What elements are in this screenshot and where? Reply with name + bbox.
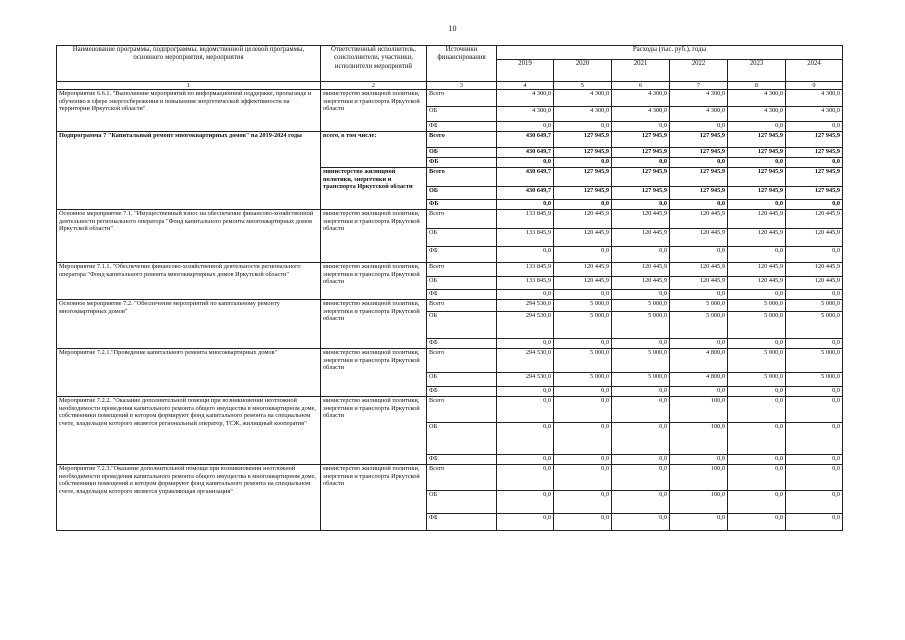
value-cell: 0,0 (670, 158, 728, 168)
responsible-cell: министерство жилищной политики, энергетики и транспорта Иркутской области (321, 349, 427, 397)
value-cell: 0,0 (612, 290, 670, 300)
value-cell: 120 445,9 (670, 229, 728, 247)
source-cell: ФБ (427, 339, 497, 349)
value-cell: 0,0 (728, 455, 786, 465)
table-row (57, 90, 843, 107)
value-cell: 120 445,9 (612, 263, 670, 277)
value-cell: 0,0 (612, 247, 670, 263)
value-cell: 0,0 (554, 465, 612, 491)
value-cell: 0,0 (497, 455, 554, 465)
value-cell: 127 945,9 (554, 168, 612, 187)
source-cell: ОБ (427, 312, 497, 339)
value-cell: 4 300,0 (612, 107, 670, 122)
header-year: 2022 (670, 60, 728, 82)
value-cell: 0,0 (786, 200, 843, 210)
value-cell: 120 445,9 (728, 229, 786, 247)
value-cell: 294 530,0 (497, 312, 554, 339)
header-expenses: Расходы (тыс. руб.), годы (497, 46, 843, 60)
value-cell: 0,0 (612, 387, 670, 397)
value-cell: 0,0 (786, 339, 843, 349)
value-cell: 0,0 (786, 247, 843, 263)
value-cell: 127 945,9 (786, 132, 843, 148)
value-cell: 5 000,0 (554, 312, 612, 339)
value-cell: 0,0 (554, 200, 612, 210)
source-cell: ОБ (427, 107, 497, 122)
activity-title: Мероприятие 7.2.1."Проведение капитального ремонта многоквартирных домов" (57, 349, 321, 397)
value-cell: 0,0 (612, 339, 670, 349)
activity-title: Мероприятие 7.2.3."Оказание дополнительной помощи при возникновении неотложной необходимости проведения капитального ремонта общего имущества в многоквартирном доме, собственники помещений в котором формируют фонд капитального ремонта на специальном счете, владельцем которого является управляющая организация" (57, 465, 321, 531)
source-cell: ОБ (427, 187, 497, 200)
value-cell: 120 445,9 (554, 263, 612, 277)
value-cell: 0,0 (554, 455, 612, 465)
value-cell: 120 445,9 (554, 229, 612, 247)
value-cell: 0,0 (554, 158, 612, 168)
responsible-cell: министерство жилищной политики, энергетики и транспорта Иркутской области (321, 263, 427, 300)
value-cell: 0,0 (554, 397, 612, 423)
header-program: Наименование программы, подпрограммы, ведомственной целевой программы, основного мероприятия, мероприятия (57, 46, 321, 82)
value-cell: 0,0 (728, 339, 786, 349)
column-number: 4 (497, 82, 554, 90)
value-cell: 430 649,7 (497, 132, 554, 148)
value-cell: 127 945,9 (786, 168, 843, 187)
value-cell: 0,0 (497, 290, 554, 300)
column-number: 6 (612, 82, 670, 90)
value-cell: 0,0 (670, 122, 728, 132)
value-cell: 4 300,0 (497, 107, 554, 122)
subprogram-title: Подпрограмма 7 "Капитальный ремонт многоквартирных домов" на 2019-2024 годы (57, 132, 321, 210)
table-row (57, 210, 843, 229)
value-cell: 0,0 (670, 339, 728, 349)
column-number: 2 (321, 82, 427, 90)
source-cell: ОБ (427, 423, 497, 455)
value-cell: 0,0 (786, 491, 843, 514)
source-cell: Всего (427, 132, 497, 148)
value-cell: 0,0 (554, 491, 612, 514)
value-cell: 127 945,9 (670, 148, 728, 158)
source-cell: Всего (427, 397, 497, 423)
value-cell: 127 945,9 (728, 168, 786, 187)
value-cell: 294 530,0 (497, 349, 554, 373)
value-cell: 0,0 (554, 339, 612, 349)
value-cell: 0,0 (554, 514, 612, 531)
value-cell: 4 300,0 (670, 90, 728, 107)
value-cell: 5 000,0 (554, 373, 612, 387)
value-cell: 4 300,0 (670, 107, 728, 122)
value-cell: 0,0 (497, 491, 554, 514)
value-cell: 0,0 (786, 465, 843, 491)
value-cell: 0,0 (554, 423, 612, 455)
value-cell: 5 000,0 (612, 300, 670, 312)
value-cell: 127 945,9 (728, 187, 786, 200)
header-year: 2024 (786, 60, 843, 82)
value-cell: 0,0 (612, 455, 670, 465)
value-cell: 0,0 (728, 491, 786, 514)
value-cell: 120 445,9 (670, 210, 728, 229)
value-cell: 4 300,0 (728, 107, 786, 122)
source-cell: ОБ (427, 148, 497, 158)
value-cell: 0,0 (554, 290, 612, 300)
value-cell: 127 945,9 (554, 132, 612, 148)
value-cell: 4 300,0 (497, 90, 554, 107)
value-cell: 0,0 (786, 514, 843, 531)
value-cell: 0,0 (728, 514, 786, 531)
header-source: Источники финансирования (427, 46, 497, 82)
responsible-cell: министерство жилищной политики, энергетики и транспорта Иркутской области (321, 465, 427, 531)
value-cell: 0,0 (497, 387, 554, 397)
value-cell: 0,0 (612, 200, 670, 210)
value-cell: 5 000,0 (612, 349, 670, 373)
activity-title: Мероприятие 6.6.1. "Выполнение мероприятий по информационной поддержке, пропаганде и обучению в сфере энергосбережения и повышения энергетической эффективности на территории Иркутской области" (57, 90, 321, 132)
value-cell: 120 445,9 (612, 277, 670, 290)
source-cell: Всего (427, 465, 497, 491)
value-cell: 120 445,9 (554, 277, 612, 290)
value-cell: 0,0 (612, 122, 670, 132)
source-cell: ФБ (427, 455, 497, 465)
value-cell: 0,0 (612, 397, 670, 423)
value-cell: 294 530,0 (497, 300, 554, 312)
value-cell: 0,0 (497, 247, 554, 263)
value-cell: 100,0 (670, 397, 728, 423)
header-year: 2021 (612, 60, 670, 82)
source-cell: ОБ (427, 229, 497, 247)
column-number: 8 (728, 82, 786, 90)
value-cell: 4 800,0 (670, 349, 728, 373)
value-cell: 0,0 (670, 514, 728, 531)
responsible-cell: министерство жилищной политики, энергетики и транспорта Иркутской области (321, 210, 427, 263)
value-cell: 5 000,0 (728, 349, 786, 373)
source-cell: ФБ (427, 247, 497, 263)
value-cell: 5 000,0 (786, 312, 843, 339)
value-cell: 5 000,0 (670, 300, 728, 312)
table-row (57, 349, 843, 373)
value-cell: 0,0 (728, 290, 786, 300)
responsible-cell: всего, в том числе: (321, 132, 427, 168)
value-cell: 4 800,0 (670, 373, 728, 387)
header-responsible: Ответственный исполнитель, соисполнители, участники, исполнители мероприятий (321, 46, 427, 82)
responsible-cell: министерство жилищной политики, энергетики и транспорта Иркутской области (321, 90, 427, 132)
value-cell: 0,0 (497, 423, 554, 455)
value-cell: 127 945,9 (670, 168, 728, 187)
value-cell: 4 300,0 (554, 90, 612, 107)
value-cell: 5 000,0 (728, 300, 786, 312)
source-cell: Всего (427, 210, 497, 229)
value-cell: 0,0 (786, 290, 843, 300)
source-cell: ФБ (427, 158, 497, 168)
value-cell: 127 945,9 (728, 148, 786, 158)
value-cell: 0,0 (786, 397, 843, 423)
value-cell: 0,0 (786, 423, 843, 455)
source-cell: Всего (427, 168, 497, 187)
table-row (57, 132, 843, 148)
value-cell: 120 445,9 (670, 277, 728, 290)
column-numbering-row (57, 82, 843, 90)
value-cell: 0,0 (728, 158, 786, 168)
value-cell: 5 000,0 (786, 373, 843, 387)
value-cell: 0,0 (497, 158, 554, 168)
value-cell: 4 300,0 (554, 107, 612, 122)
header-year: 2019 (497, 60, 554, 82)
source-cell: ФБ (427, 290, 497, 300)
source-cell: ФБ (427, 514, 497, 531)
value-cell: 0,0 (728, 423, 786, 455)
value-cell: 0,0 (786, 387, 843, 397)
value-cell: 0,0 (497, 339, 554, 349)
value-cell: 0,0 (670, 290, 728, 300)
activity-title: Мероприятие 7.1.1. "Обеспечение финансово-хозяйственной деятельности регионального оператора "Фонд капитального ремонта многоквартирных домов Иркутской области" (57, 263, 321, 300)
column-number: 5 (554, 82, 612, 90)
budget-table (56, 45, 843, 531)
source-cell: ОБ (427, 277, 497, 290)
value-cell: 127 945,9 (554, 148, 612, 158)
header-year: 2023 (728, 60, 786, 82)
value-cell: 0,0 (670, 387, 728, 397)
value-cell: 0,0 (612, 465, 670, 491)
value-cell: 120 445,9 (786, 229, 843, 247)
value-cell: 120 445,9 (728, 277, 786, 290)
value-cell: 5 000,0 (786, 349, 843, 373)
value-cell: 0,0 (728, 397, 786, 423)
column-number: 7 (670, 82, 728, 90)
value-cell: 0,0 (497, 200, 554, 210)
value-cell: 0,0 (670, 200, 728, 210)
source-cell: ФБ (427, 387, 497, 397)
value-cell: 120 445,9 (612, 210, 670, 229)
value-cell: 4 300,0 (612, 90, 670, 107)
value-cell: 0,0 (497, 514, 554, 531)
column-number: 9 (786, 82, 843, 90)
value-cell: 127 945,9 (612, 132, 670, 148)
source-cell: ОБ (427, 373, 497, 387)
value-cell: 5 000,0 (612, 373, 670, 387)
responsible-cell: министерство жилищной политики, энергетики и транспорта Иркутской области (321, 397, 427, 465)
column-number: 1 (57, 82, 321, 90)
value-cell: 120 445,9 (728, 210, 786, 229)
value-cell: 0,0 (786, 158, 843, 168)
value-cell: 5 000,0 (728, 373, 786, 387)
value-cell: 5 000,0 (786, 300, 843, 312)
value-cell: 0,0 (497, 397, 554, 423)
value-cell: 430 649,7 (497, 148, 554, 158)
value-cell: 120 445,9 (612, 229, 670, 247)
header-year: 2020 (554, 60, 612, 82)
value-cell: 127 945,9 (554, 187, 612, 200)
value-cell: 0,0 (497, 122, 554, 132)
source-cell: ОБ (427, 491, 497, 514)
value-cell: 120 445,9 (670, 263, 728, 277)
value-cell: 4 300,0 (728, 90, 786, 107)
value-cell: 120 445,9 (786, 263, 843, 277)
value-cell: 100,0 (670, 491, 728, 514)
value-cell: 127 945,9 (612, 148, 670, 158)
value-cell: 0,0 (554, 122, 612, 132)
value-cell: 120 445,9 (728, 263, 786, 277)
activity-title: Основное мероприятие 7.1. "Имущественный взнос на обеспечение финансово-хозяйственной деятельности регионального оператора "Фонд капитального ремонта многоквартирных домов Иркутской области" (57, 210, 321, 263)
value-cell: 5 000,0 (670, 312, 728, 339)
value-cell: 127 945,9 (670, 187, 728, 200)
value-cell: 0,0 (728, 247, 786, 263)
value-cell: 5 000,0 (612, 312, 670, 339)
table-row (57, 397, 843, 423)
value-cell: 100,0 (670, 465, 728, 491)
value-cell: 0,0 (612, 491, 670, 514)
table-row (57, 263, 843, 277)
value-cell: 0,0 (728, 387, 786, 397)
page-number: 10 (448, 24, 457, 33)
source-cell: ФБ (427, 200, 497, 210)
value-cell: 133 845,9 (497, 277, 554, 290)
value-cell: 120 445,9 (786, 210, 843, 229)
value-cell: 127 945,9 (786, 187, 843, 200)
value-cell: 0,0 (612, 514, 670, 531)
value-cell: 0,0 (786, 455, 843, 465)
value-cell: 0,0 (786, 122, 843, 132)
value-cell: 133 845,9 (497, 210, 554, 229)
responsible-cell: министерство жилищной политики, энергетики и транспорта Иркутской области (321, 300, 427, 349)
value-cell: 100,0 (670, 423, 728, 455)
value-cell: 127 945,9 (612, 187, 670, 200)
value-cell: 0,0 (670, 455, 728, 465)
value-cell: 120 445,9 (786, 277, 843, 290)
value-cell: 0,0 (670, 247, 728, 263)
source-cell: Всего (427, 349, 497, 373)
value-cell: 0,0 (728, 122, 786, 132)
value-cell: 133 845,9 (497, 263, 554, 277)
table-row (57, 465, 843, 491)
source-cell: ФБ (427, 122, 497, 132)
value-cell: 430 649,7 (497, 168, 554, 187)
table-row (57, 300, 843, 312)
value-cell: 127 945,9 (728, 132, 786, 148)
value-cell: 5 000,0 (554, 349, 612, 373)
value-cell: 0,0 (728, 465, 786, 491)
value-cell: 0,0 (497, 465, 554, 491)
value-cell: 0,0 (728, 200, 786, 210)
value-cell: 127 945,9 (786, 148, 843, 158)
value-cell: 127 945,9 (670, 132, 728, 148)
responsible-cell: министерство жилищной политики, энергетики и транспорта Иркутской области (321, 168, 427, 210)
value-cell: 4 300,0 (786, 107, 843, 122)
value-cell: 120 445,9 (554, 210, 612, 229)
value-cell: 0,0 (554, 247, 612, 263)
value-cell: 430 649,7 (497, 187, 554, 200)
value-cell: 133 845,9 (497, 229, 554, 247)
activity-title: Основное мероприятие 7.2. "Обеспечение мероприятий по капитальному ремонту многоквартирных домов" (57, 300, 321, 349)
activity-title: Мероприятие 7.2.2. "Оказание дополнительной помощи при возникновении неотложной необходимости проведения капитального ремонта общего имущества в многоквартирном доме, собственники помещений в котором формируют фонд капитального ремонта на специальном счете, владельцем которого является региональный оператор, ТСЖ, жилищный кооператив" (57, 397, 321, 465)
value-cell: 0,0 (554, 387, 612, 397)
source-cell: Всего (427, 263, 497, 277)
column-number: 3 (427, 82, 497, 90)
value-cell: 5 000,0 (728, 312, 786, 339)
source-cell: Всего (427, 90, 497, 107)
value-cell: 0,0 (612, 423, 670, 455)
value-cell: 4 300,0 (786, 90, 843, 107)
value-cell: 0,0 (612, 158, 670, 168)
source-cell: Всего (427, 300, 497, 312)
value-cell: 5 000,0 (554, 300, 612, 312)
value-cell: 294 530,0 (497, 373, 554, 387)
value-cell: 127 945,9 (612, 168, 670, 187)
